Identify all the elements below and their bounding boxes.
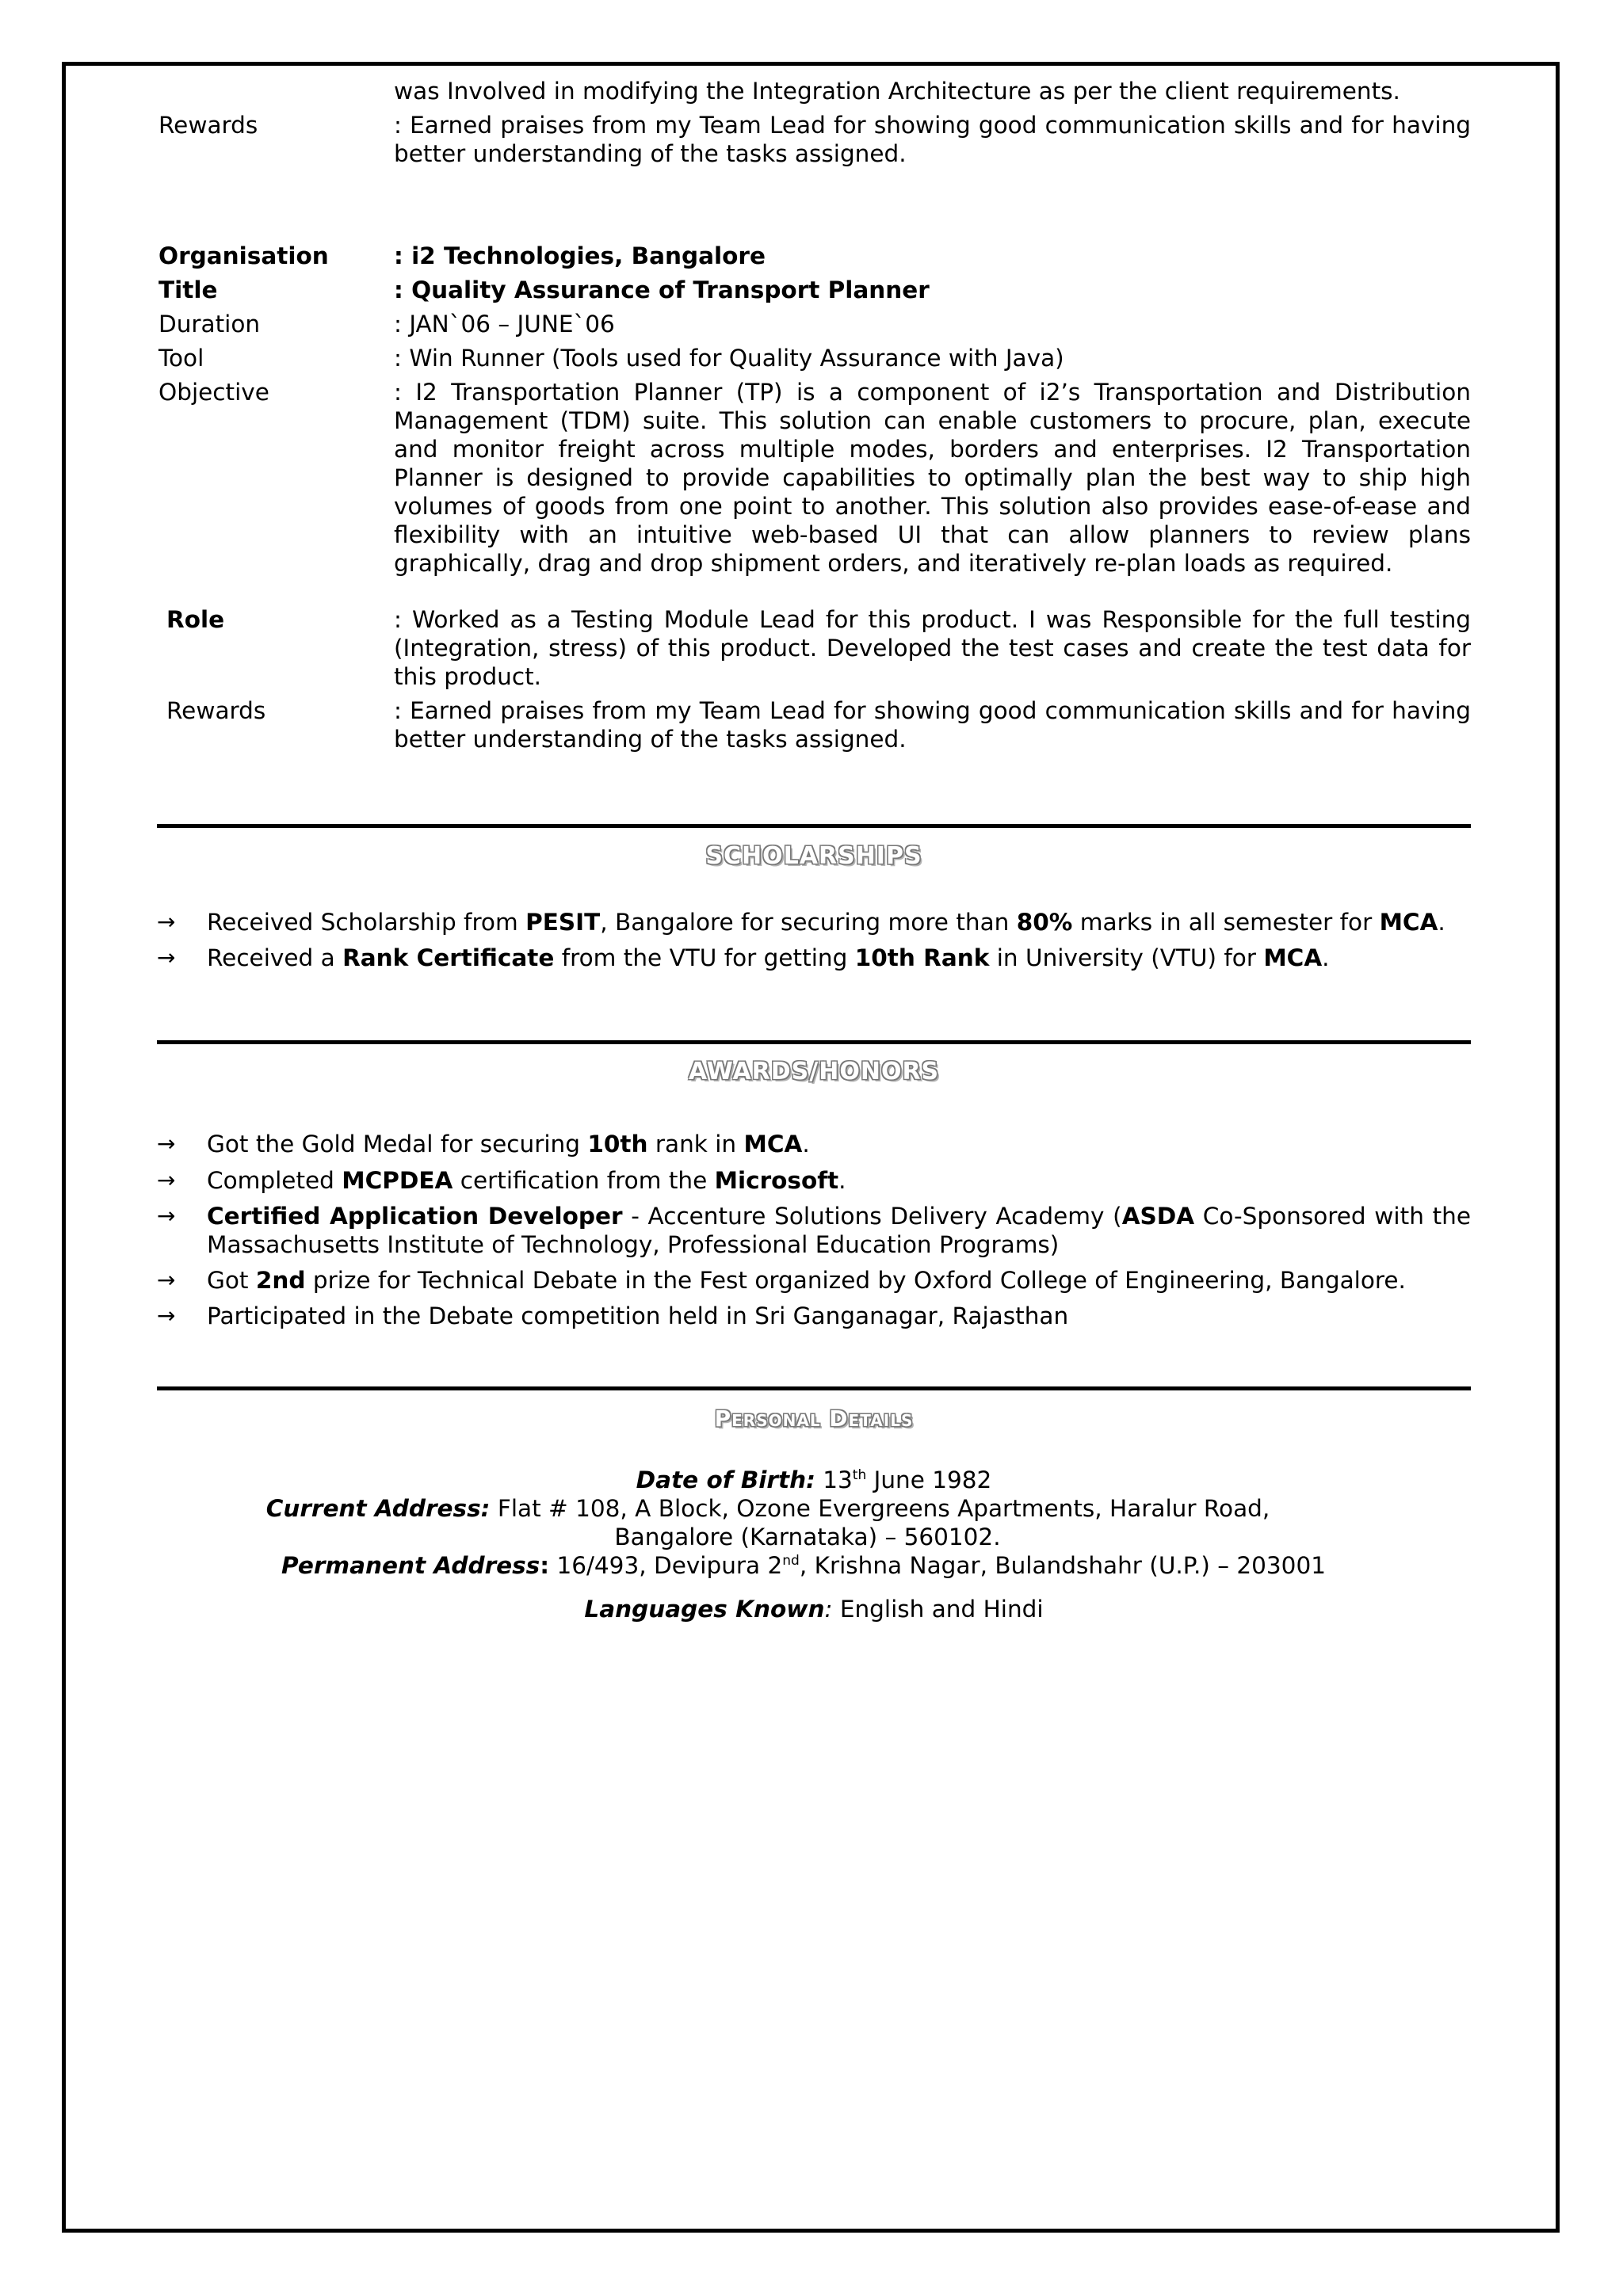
arrow-icon: → xyxy=(157,1203,176,1229)
section-divider xyxy=(157,824,1471,828)
scholarships-heading: SCHOLARSHIPS xyxy=(705,842,922,870)
role-label: Role xyxy=(166,606,225,633)
award-item-2: Completed MCPDEA certification from the Microsoft. xyxy=(207,1167,846,1194)
award-item-4: Got 2nd prize for Technical Debate in the Fest organized by Oxford College of Engineering, Bangalore. xyxy=(207,1267,1406,1294)
arrow-icon: → xyxy=(157,1267,176,1293)
tool-label: Tool xyxy=(158,345,204,372)
award-item-1: Got the Gold Medal for securing 10th rank in MCA. xyxy=(207,1131,810,1158)
arrow-icon: → xyxy=(157,1302,176,1329)
arrow-icon: → xyxy=(157,1131,176,1157)
scholarship-item-2: Received a Rank Certificate from the VTU for getting 10th Rank in University (VTU) for MCA. xyxy=(207,944,1330,971)
objective-value: : I2 Transportation Planner (TP) is a component of i2’s Transportation and Distribution Management (TDM) suite. This solution can enable customers to procure, plan, execute and monitor freight across multiple modes, borders and enterprises. I2 Transportation Planner is designed to provide capabilities to optimally plan the best way to ship high volumes of goods from one point to another. This solution also provides ease-of-ease and flexibility with an intuitive web-based UI that can allow planners to review plans graphically, drag and drop shipment orders, and iteratively re-plan loads as required. xyxy=(394,379,1471,577)
personal-details-heading: Personal Details xyxy=(714,1405,914,1432)
award-item-5: Participated in the Debate competition held in Sri Ganganagar, Rajasthan xyxy=(207,1302,1069,1329)
tool-value: : Win Runner (Tools used for Quality Assurance with Java) xyxy=(394,345,1064,372)
rewards-text: : Earned praises from my Team Lead for showing good communication skills and for having better understanding of the tasks assigned. xyxy=(394,112,1471,167)
rewards-value-2: : Earned praises from my Team Lead for showing good communication skills and for having better understanding of the tasks assigned. xyxy=(394,697,1471,753)
title-label: Title xyxy=(158,277,218,303)
organisation-value: : i2 Technologies, Bangalore xyxy=(394,242,766,269)
role-continuation-text: was Involved in modifying the Integration Architecture as per the client requirements. xyxy=(394,78,1400,105)
rewards-label: Rewards xyxy=(158,112,258,139)
scholarship-item-1: Received Scholarship from PESIT, Bangalore for securing more than 80% marks in all semester for MCA. xyxy=(207,909,1445,936)
arrow-icon: → xyxy=(157,1167,176,1193)
date-of-birth: Date of Birth: 13th June 1982 xyxy=(636,1466,992,1493)
section-divider xyxy=(157,1386,1471,1390)
current-address-line-2: Bangalore (Karnataka) – 560102. xyxy=(614,1524,1001,1550)
award-item-3: Certified Application Developer - Accenture Solutions Delivery Academy (ASDA Co-Sponsored with the Massachusetts Institute of Technology, Professional Education Programs) xyxy=(207,1203,1471,1258)
organisation-label: Organisation xyxy=(158,242,329,269)
duration-value: : JAN`06 – JUNE`06 xyxy=(394,311,615,338)
role-value: : Worked as a Testing Module Lead for this product. I was Responsible for the full testing (Integration, stress) of this product. Developed the test cases and create the test data for this product. xyxy=(394,606,1471,690)
arrow-icon: → xyxy=(157,944,176,971)
arrow-icon: → xyxy=(157,909,176,935)
title-value: : Quality Assurance of Transport Planner xyxy=(394,277,930,303)
current-address: Current Address: Flat # 108, A Block, Ozone Evergreens Apartments, Haralur Road, xyxy=(265,1495,1270,1522)
duration-label: Duration xyxy=(158,311,261,338)
languages-known: Languages Known: English and Hindi xyxy=(584,1596,1044,1623)
awards-heading: AWARDS/HONORS xyxy=(688,1058,940,1085)
objective-label: Objective xyxy=(158,379,269,406)
permanent-address: Permanent Address: 16/493, Devipura 2nd, Krishna Nagar, Bulandshahr (U.P.) – 203001 xyxy=(281,1552,1326,1579)
section-divider xyxy=(157,1040,1471,1044)
rewards-label-2: Rewards xyxy=(166,697,266,724)
